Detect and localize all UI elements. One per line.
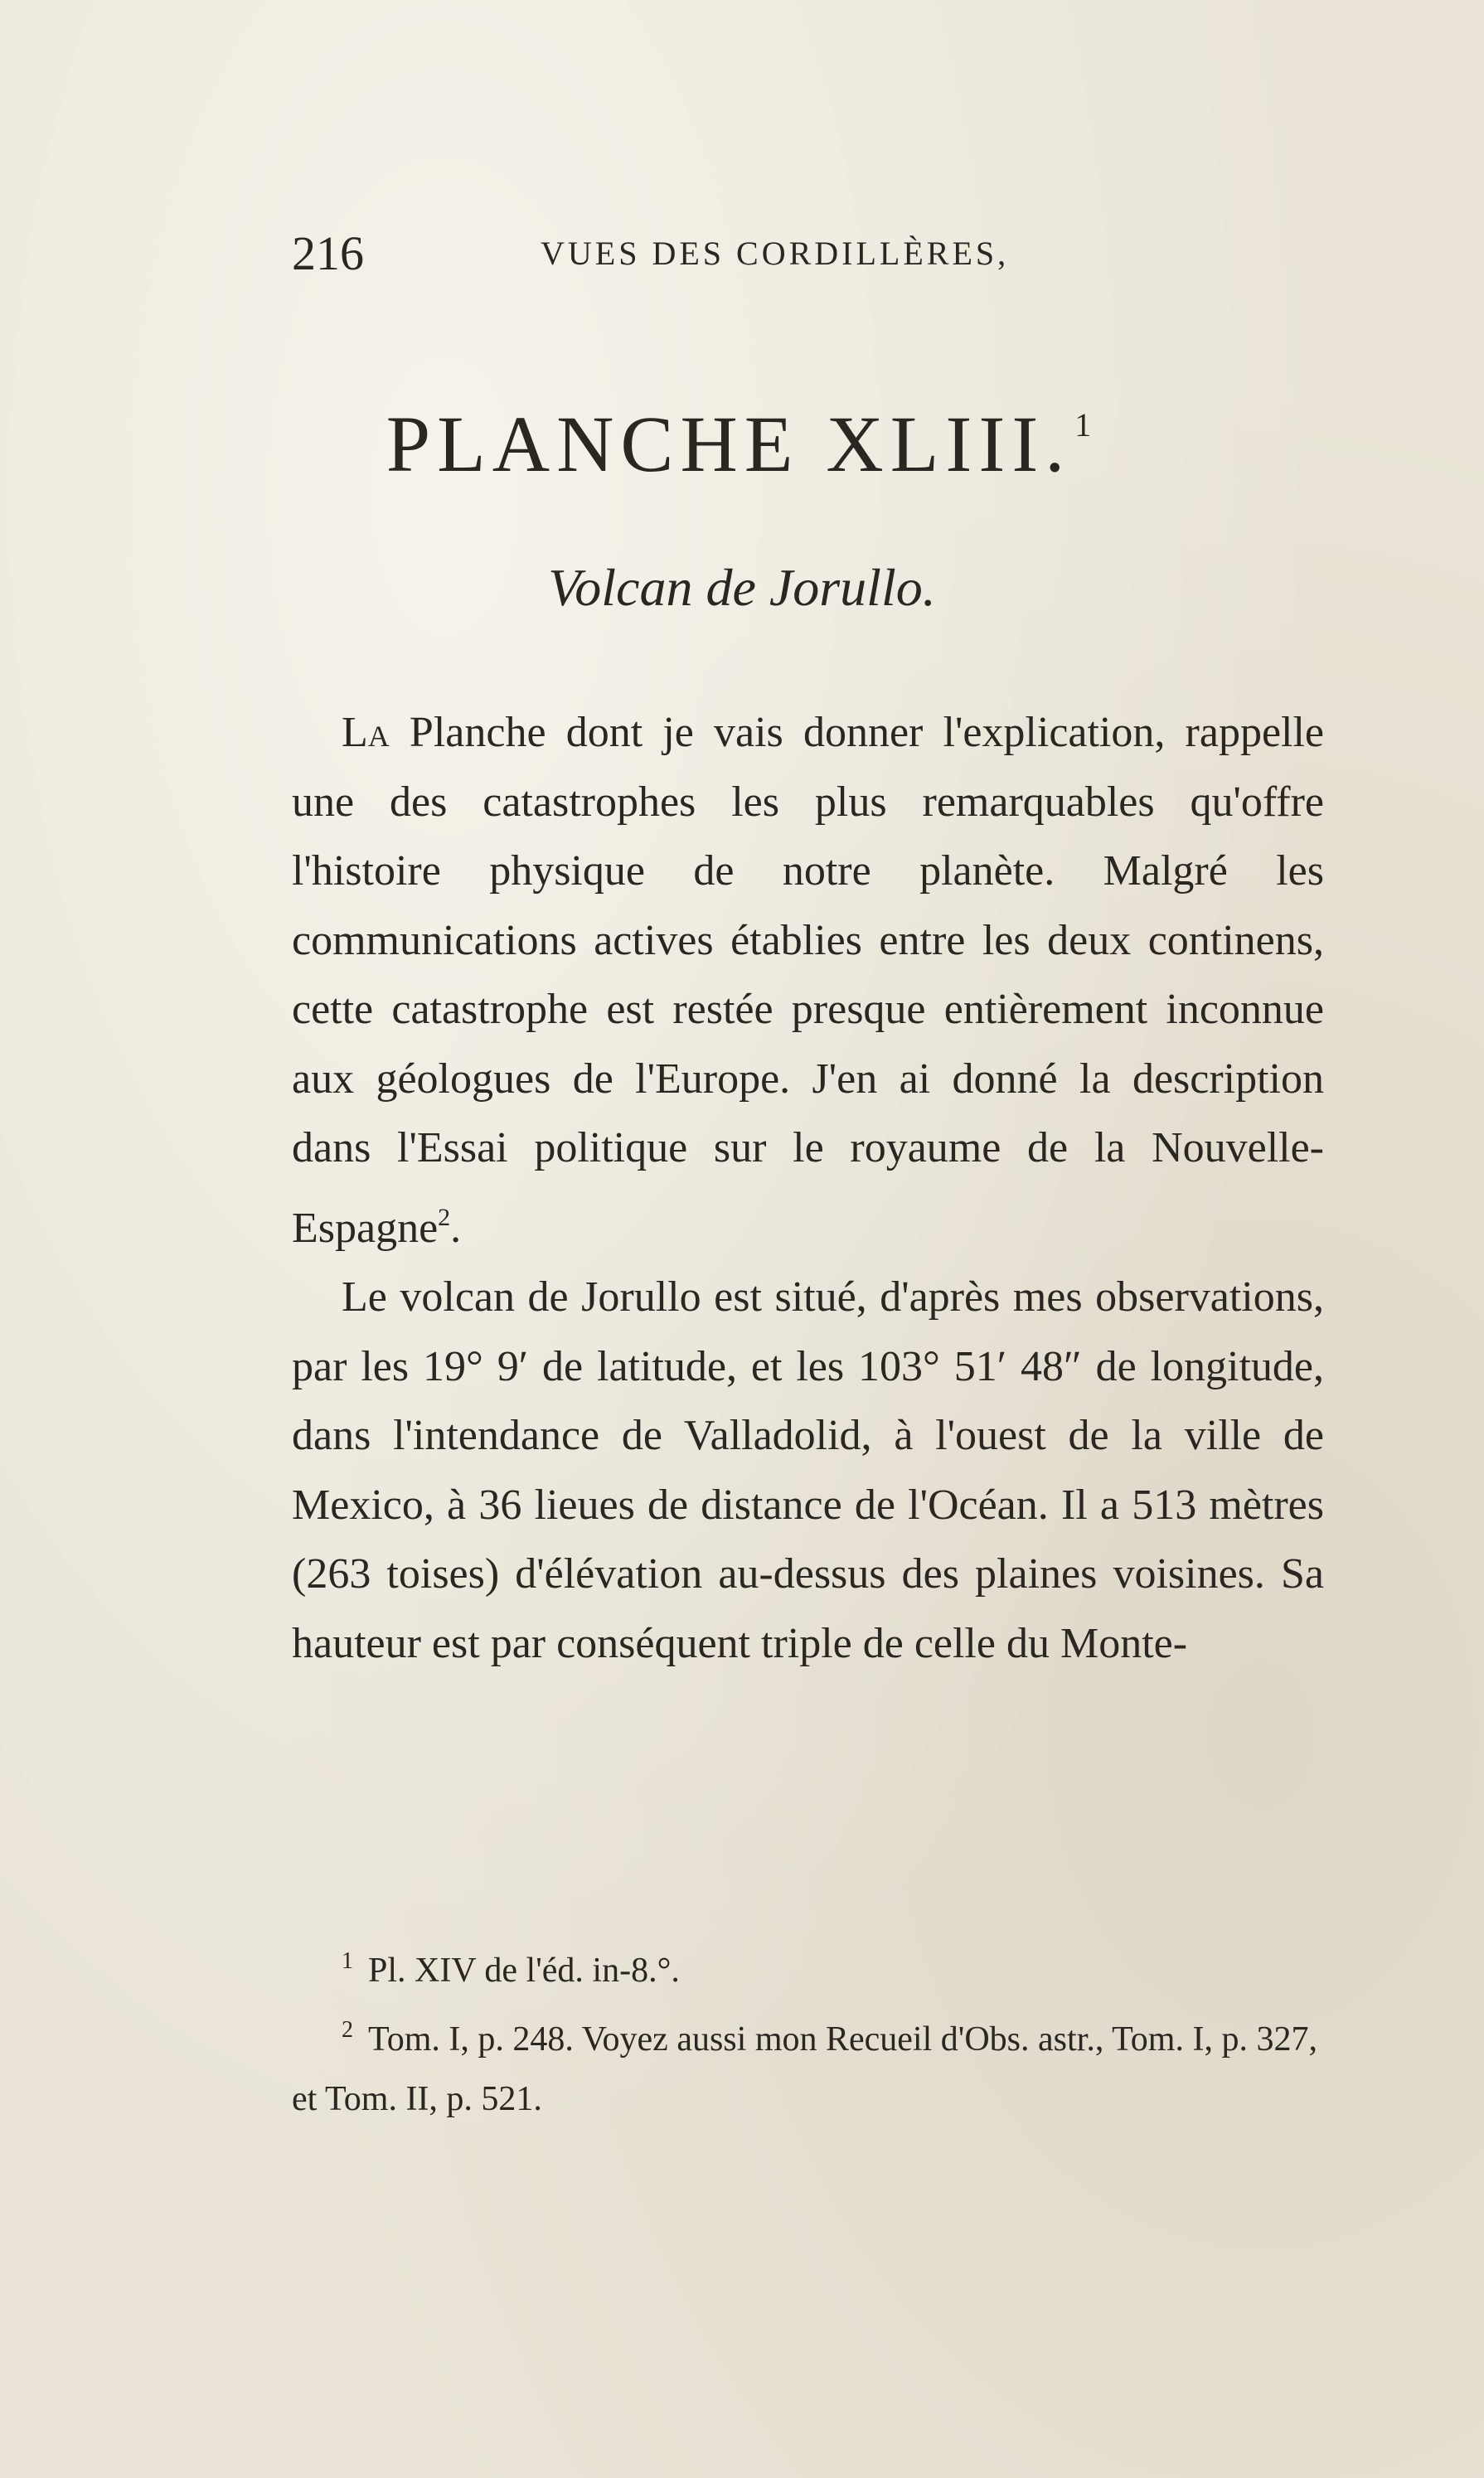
plate-title-text: PLANCHE XLIII. [386,400,1072,488]
dropcap: La [342,709,390,756]
footnote-1 [292,1932,1324,2000]
paragraph-1 [292,698,1324,1263]
plate-subtitle: Volcan de Jorullo. [548,558,936,617]
paragraph-2: Le volcan de Jorullo est situé, d'après mes observations, par les 19° 9′ de latitude, et les 103° 51′ 48″ de longitude, dans l'intendance de Valladolid, à l'ouest de la ville de Mexico, à 36 lieues de distance de l'Océan. Il a 513 mètres (263 toises) d'élévation au-dessus des plaines voisines. Sa hauteur est par conséquent triple de celle du Monte- [292,1273,1324,1667]
running-title: VUES DES CORDILLÈRES, [541,235,1010,272]
footnotes [292,1932,1324,2129]
running-head [292,225,1324,280]
paragraph-1-end: . [450,1204,462,1252]
footnote-1-text: Pl. XIV de l'éd. in-8.°. [368,1952,680,1990]
footnote-2-mark: 2 [342,2017,353,2043]
footnote-ref-2: 2 [438,1203,451,1231]
plate-title [0,398,1484,490]
plate-title-note: 1 [1074,406,1098,444]
body-text [292,698,1324,1678]
page-number: 216 [292,226,364,280]
footnote-2-text: Tom. I, p. 248. Voyez aussi mon Recueil d'Obs. astr., Tom. I, p. 327, et Tom. II, p. 521. [292,2020,1317,2118]
footnote-2 [292,2000,1324,2129]
paragraph-1-text: Planche dont je vais donner l'explication, rappelle une des catastrophes les plus remarquables qu'offre l'histoire physique de notre planète. Malgré les communications actives établies entre les deux continens, cette catastrophe est restée presque entièrement inconnue aux géologues de l'Europe. J'en ai donné la description dans l'Essai politique sur le royaume de la Nouvelle-Espagne [292,709,1324,1252]
footnote-1-mark: 1 [342,1948,353,1974]
